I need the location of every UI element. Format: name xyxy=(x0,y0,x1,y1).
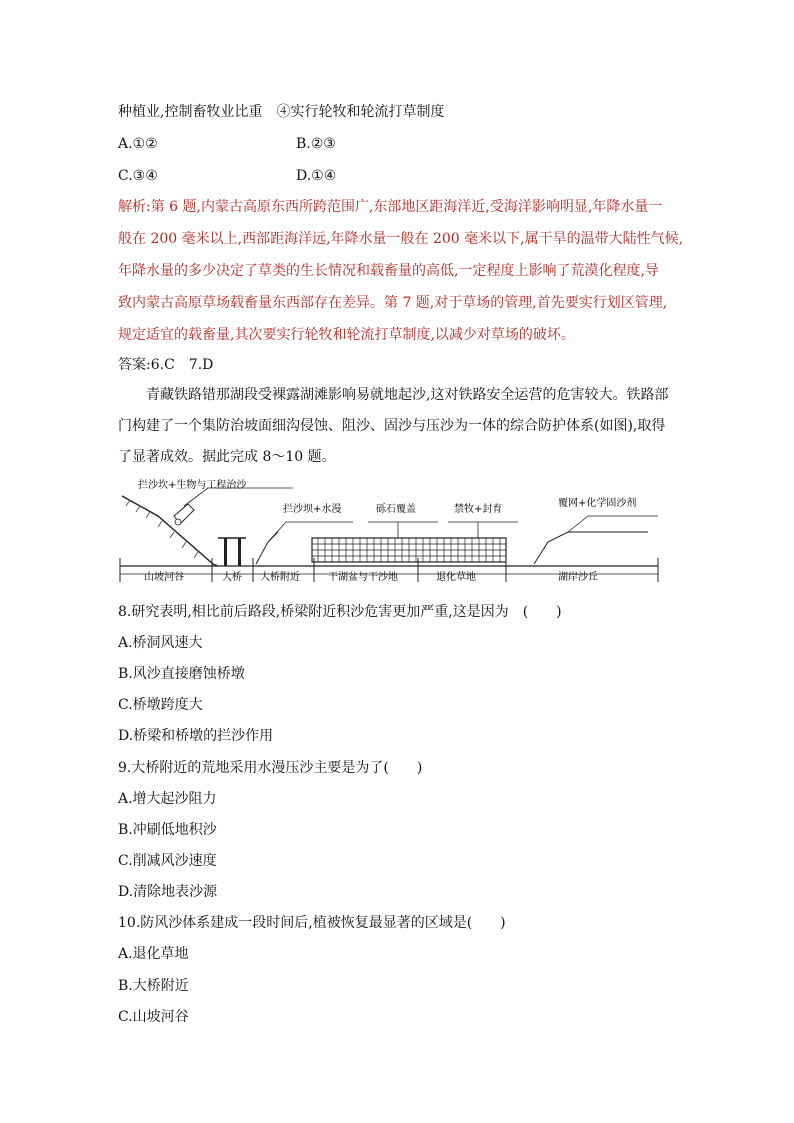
q8-option-a: A.桥洞风速大 xyxy=(118,635,203,651)
question-10-stem: 10.防风沙体系建成一段时间后,植被恢复最显著的区域是( ) xyxy=(118,915,506,931)
q10-option-a: A.退化草地 xyxy=(118,946,189,962)
q9-option-c: C.削减风沙速度 xyxy=(118,853,217,869)
zone-label: 山坡河谷 xyxy=(144,572,184,583)
q9-option-b: B.冲刷低地积沙 xyxy=(118,822,217,838)
q8-option-c: C.桥墩跨度大 xyxy=(118,697,203,713)
option-a: A.①② xyxy=(118,136,158,152)
q9-option-a: A.增大起沙阻力 xyxy=(118,791,217,807)
question-8-stem: 8.研究表明,相比前后路段,桥梁附近积沙危害更加严重,这是因为 ( ) xyxy=(118,604,562,620)
label-grazing-ban: 禁牧+封育 xyxy=(454,504,503,515)
label-dam-water: 拦沙坝+水漫 xyxy=(283,504,342,515)
passage-line: 青藏铁路错那湖段受裸露湖滩影响易就地起沙,这对铁路安全运营的危害较大。铁路部 xyxy=(146,387,669,403)
analysis-line: 解析:第 6 题,内蒙古高原东西所跨范围广,东部地区距海洋近,受海洋影响明显,年降水量一 xyxy=(118,199,663,215)
zone-label: 干湖盆与干沙地 xyxy=(328,572,398,583)
question-9-stem: 9.大桥附近的荒地采用水漫压沙主要是为了( ) xyxy=(118,760,423,776)
zone-label: 退化草地 xyxy=(436,572,476,583)
zone-label: 湖岸沙丘 xyxy=(558,572,598,583)
option-d: D.①④ xyxy=(296,168,337,184)
gravel-grid xyxy=(312,538,506,562)
option-line-continued: 种植业,控制畜牧业比重 ④实行轮牧和轮流打草制度 xyxy=(118,104,445,120)
q10-option-b: B.大桥附近 xyxy=(118,978,189,994)
zone-label: 大桥附近 xyxy=(260,572,300,583)
label-gravel: 砾石覆盖 xyxy=(376,504,416,515)
bridge-icon xyxy=(218,538,246,566)
passage-line: 了显著成效。据此完成 8～10 题。 xyxy=(118,449,336,465)
option-b: B.②③ xyxy=(296,136,336,152)
label-barrier: 拦沙坎+生物与工程治沙 xyxy=(138,480,247,491)
answer-line: 答案:6.C 7.D xyxy=(118,357,214,373)
zone-label: 大桥 xyxy=(222,572,242,583)
q8-option-b: B.风沙直接磨蚀桥墩 xyxy=(118,666,245,682)
sand-control-diagram xyxy=(118,476,663,592)
analysis-line: 致内蒙古高原草场载畜量东西部存在差异。第 7 题,对于草场的管理,首先要实行划区管理, xyxy=(118,295,668,311)
label-net-chemical: 覆网+化学固沙剂 xyxy=(558,498,637,509)
analysis-line: 规定适宜的载畜量,其次要实行轮牧和轮流打草制度,以减少对草场的破坏。 xyxy=(118,327,575,343)
analysis-line: 年降水量的多少决定了草类的生长情况和载畜量的高低,一定程度上影响了荒漠化程度,导 xyxy=(118,263,659,279)
q9-option-d: D.清除地表沙源 xyxy=(118,884,218,900)
passage-line: 门构建了一个集防治坡面细沟侵蚀、阻沙、固沙与压沙为一体的综合防护体系(如图),取得 xyxy=(118,418,666,434)
option-c: C.③④ xyxy=(118,168,158,184)
sand-barrier-icon xyxy=(174,504,194,525)
q8-option-d: D.桥梁和桥墩的拦沙作用 xyxy=(118,728,274,744)
q10-option-c: C.山坡河谷 xyxy=(118,1009,189,1025)
analysis-line: 般在 200 毫米以上,西部距海洋远,年降水量一般在 200 毫米以下,属干旱的温带大陆性气候, xyxy=(118,231,684,247)
